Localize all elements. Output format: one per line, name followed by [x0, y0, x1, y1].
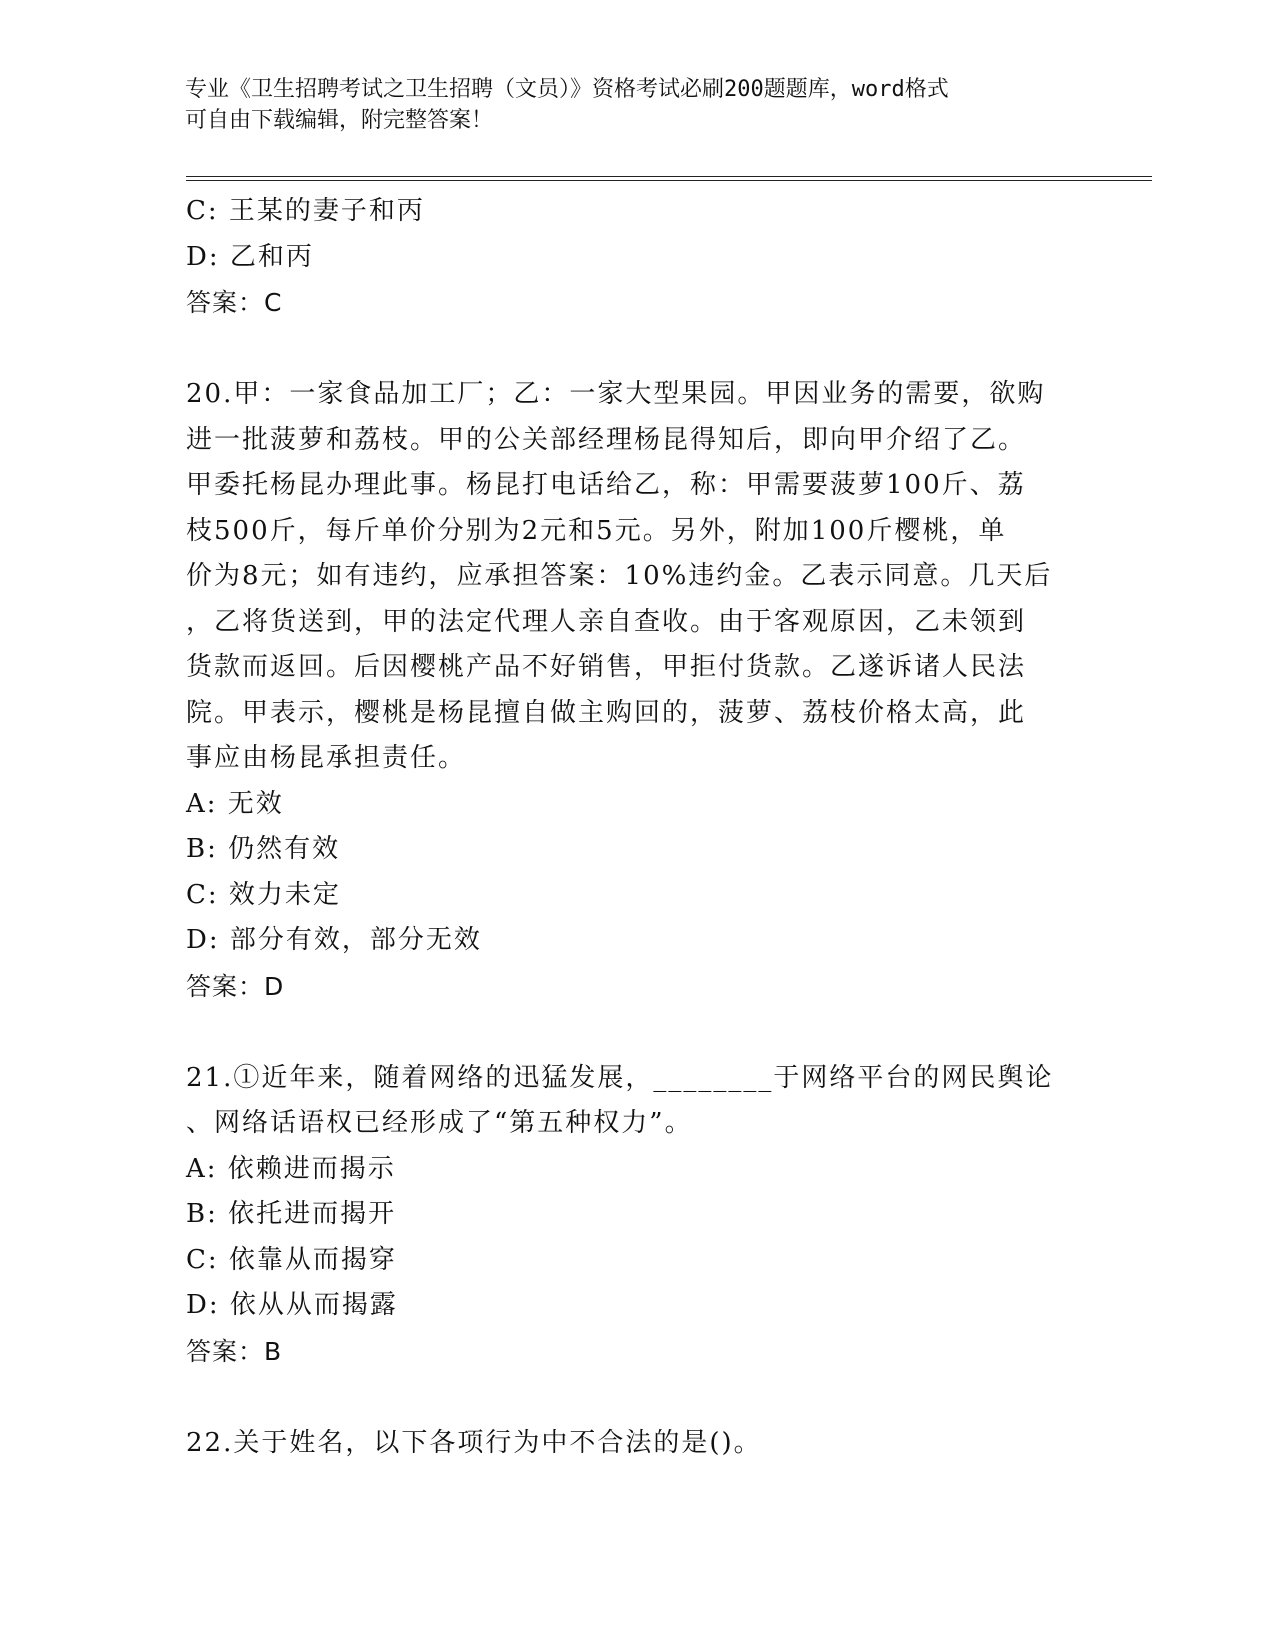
- answer-line: 答案：C: [186, 288, 283, 317]
- answer-line: 答案：B: [186, 1336, 283, 1366]
- option-d: D: 依从从而揭露: [186, 1290, 398, 1320]
- header-line-1: 专业《卫生招聘考试之卫生招聘（文员）》资格考试必刷200题题库，word格式: [185, 77, 949, 102]
- question-20: [186, 372, 1086, 1010]
- document-header: [185, 74, 1065, 136]
- stem-line: 价为8元；如有违约，应承担答案：10%违约金。乙表示同意。几天后: [186, 561, 1053, 591]
- option-d: D: 部分有效，部分无效: [186, 925, 482, 955]
- stem-line: 事应由杨昆承担责任。: [186, 743, 467, 773]
- stem-line: 甲委托杨昆办理此事。杨昆打电话给乙，称：甲需要菠萝100斤、荔: [186, 470, 1026, 500]
- question-stem: [186, 1056, 1086, 1147]
- question-stem: [186, 372, 1086, 782]
- header-line-2: 可自由下载编辑，附完整答案！: [185, 108, 494, 133]
- option-d: D: 乙和丙: [186, 241, 314, 272]
- stem-line: 、网络话语权已经形成了“第五种权力”。: [186, 1108, 693, 1138]
- spacer: [186, 1375, 1086, 1421]
- spacer: [186, 1010, 1086, 1056]
- stem-line: 枝500斤，每斤单价分别为2元和5元。另外，附加100斤樱桃，单: [186, 515, 1007, 546]
- stem-line: 20.甲：一家食品加工厂；乙：一家大型果园。甲因业务的需要，欲购: [186, 379, 1046, 409]
- question-stem: [186, 1421, 1086, 1467]
- prev-question-options: [186, 189, 1086, 280]
- stem-line: 22.关于姓名，以下各项行为中不合法的是()。: [186, 1427, 762, 1458]
- answer-line: 答案：D: [186, 971, 285, 1001]
- question-content: [186, 189, 1086, 1466]
- spacer: [186, 326, 1086, 372]
- option-c: C: 依靠从而揭穿: [186, 1244, 397, 1275]
- question-22: [186, 1421, 1086, 1467]
- stem-line: 院。甲表示，樱桃是杨昆擅自做主购回的，菠萝、荔枝价格太高，此: [186, 697, 1027, 728]
- stem-line: 货款而返回。后因樱桃产品不好销售，甲拒付货款。乙遂诉诸人民法: [186, 652, 1027, 682]
- stem-line: 进一批菠萝和荔枝。甲的公关部经理杨昆得知后，即向甲介绍了乙。: [186, 424, 1027, 455]
- option-a: A: 无效: [186, 788, 284, 819]
- option-c: C: 王某的妻子和丙: [186, 196, 425, 226]
- header-divider: [186, 176, 1152, 181]
- stem-line: 21.①近年来，随着网络的迅猛发展，________于网络平台的网民舆论: [186, 1062, 1054, 1093]
- option-a: A: 依赖进而揭示: [186, 1153, 396, 1184]
- option-b: B: 依托进而揭开: [186, 1199, 397, 1229]
- question-21: [186, 1056, 1086, 1375]
- option-c: C: 效力未定: [186, 879, 341, 910]
- stem-line: ，乙将货送到，甲的法定代理人亲自查收。由于客观原因，乙未领到: [186, 606, 1027, 637]
- option-b: B: 仍然有效: [186, 834, 341, 864]
